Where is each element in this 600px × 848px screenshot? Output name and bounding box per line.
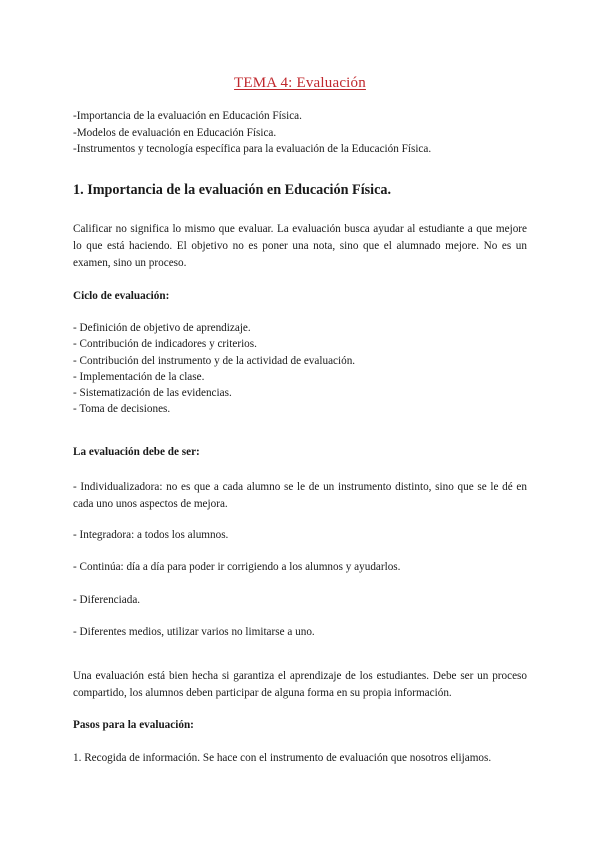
outline-item: -Modelos de evaluación en Educación Física. [73, 126, 277, 139]
ciclo-list-item: - Contribución de indicadores y criterios. [73, 338, 257, 351]
debe-list-item: - Continúa: día a día para poder ir corrigiendo a los alumnos y ayudarlos. [73, 561, 401, 573]
topic-outline [73, 108, 431, 158]
pasos-heading: Pasos para la evaluación: [73, 719, 194, 731]
ciclo-list [73, 320, 355, 418]
ciclo-list-item: - Contribución del instrumento y de la actividad de evaluación. [73, 354, 356, 367]
ciclo-list-item: - Implementación de la clase. [73, 370, 205, 383]
debe-list-item: - Diferenciada. [73, 594, 141, 606]
outline-item: -Instrumentos y tecnología específica para la evaluación de la Educación Física. [73, 143, 432, 155]
ciclo-list-item: - Sistematización de las evidencias. [73, 387, 232, 400]
ciclo-list-item: - Definición de objetivo de aprendizaje. [73, 322, 251, 334]
document-title: TEMA 4: Evaluación [234, 75, 366, 91]
outline-item: -Importancia de la evaluación en Educación Física. [73, 110, 302, 122]
debe-list-item: - Diferentes medios, utilizar varios no limitarse a uno. [73, 626, 315, 638]
intro-paragraph: Calificar no significa lo mismo que evaluar. La evaluación busca ayudar al estudiante a que mejore lo que está haciendo. El objetivo no es poner una nota, sino que el alumnado mejore. No es un examen, sino un proceso. [73, 223, 527, 269]
debe-list-item: - Integradora: a todos los alumnos. [73, 529, 229, 541]
ciclo-list-item: - Toma de decisiones. [73, 403, 171, 416]
section-heading: 1. Importancia de la evaluación en Educación Física. [73, 182, 392, 198]
pasos-list-item: 1. Recogida de información. Se hace con el instrumento de evaluación que nosotros elijamos. [73, 752, 492, 764]
debe-list-item: - Individualizadora: no es que a cada alumno se le de un instrumento distinto, sino que se le dé en cada uno unos aspectos de mejora. [73, 481, 527, 510]
debe-heading: La evaluación debe de ser: [73, 446, 200, 458]
ciclo-heading: Ciclo de evaluación: [73, 290, 170, 302]
closing-paragraph: Una evaluación está bien hecha si garantiza el aprendizaje de los estudiantes. Debe ser un proceso compartido, los alumnos deben participar de alguna forma en su propia información. [73, 670, 527, 699]
